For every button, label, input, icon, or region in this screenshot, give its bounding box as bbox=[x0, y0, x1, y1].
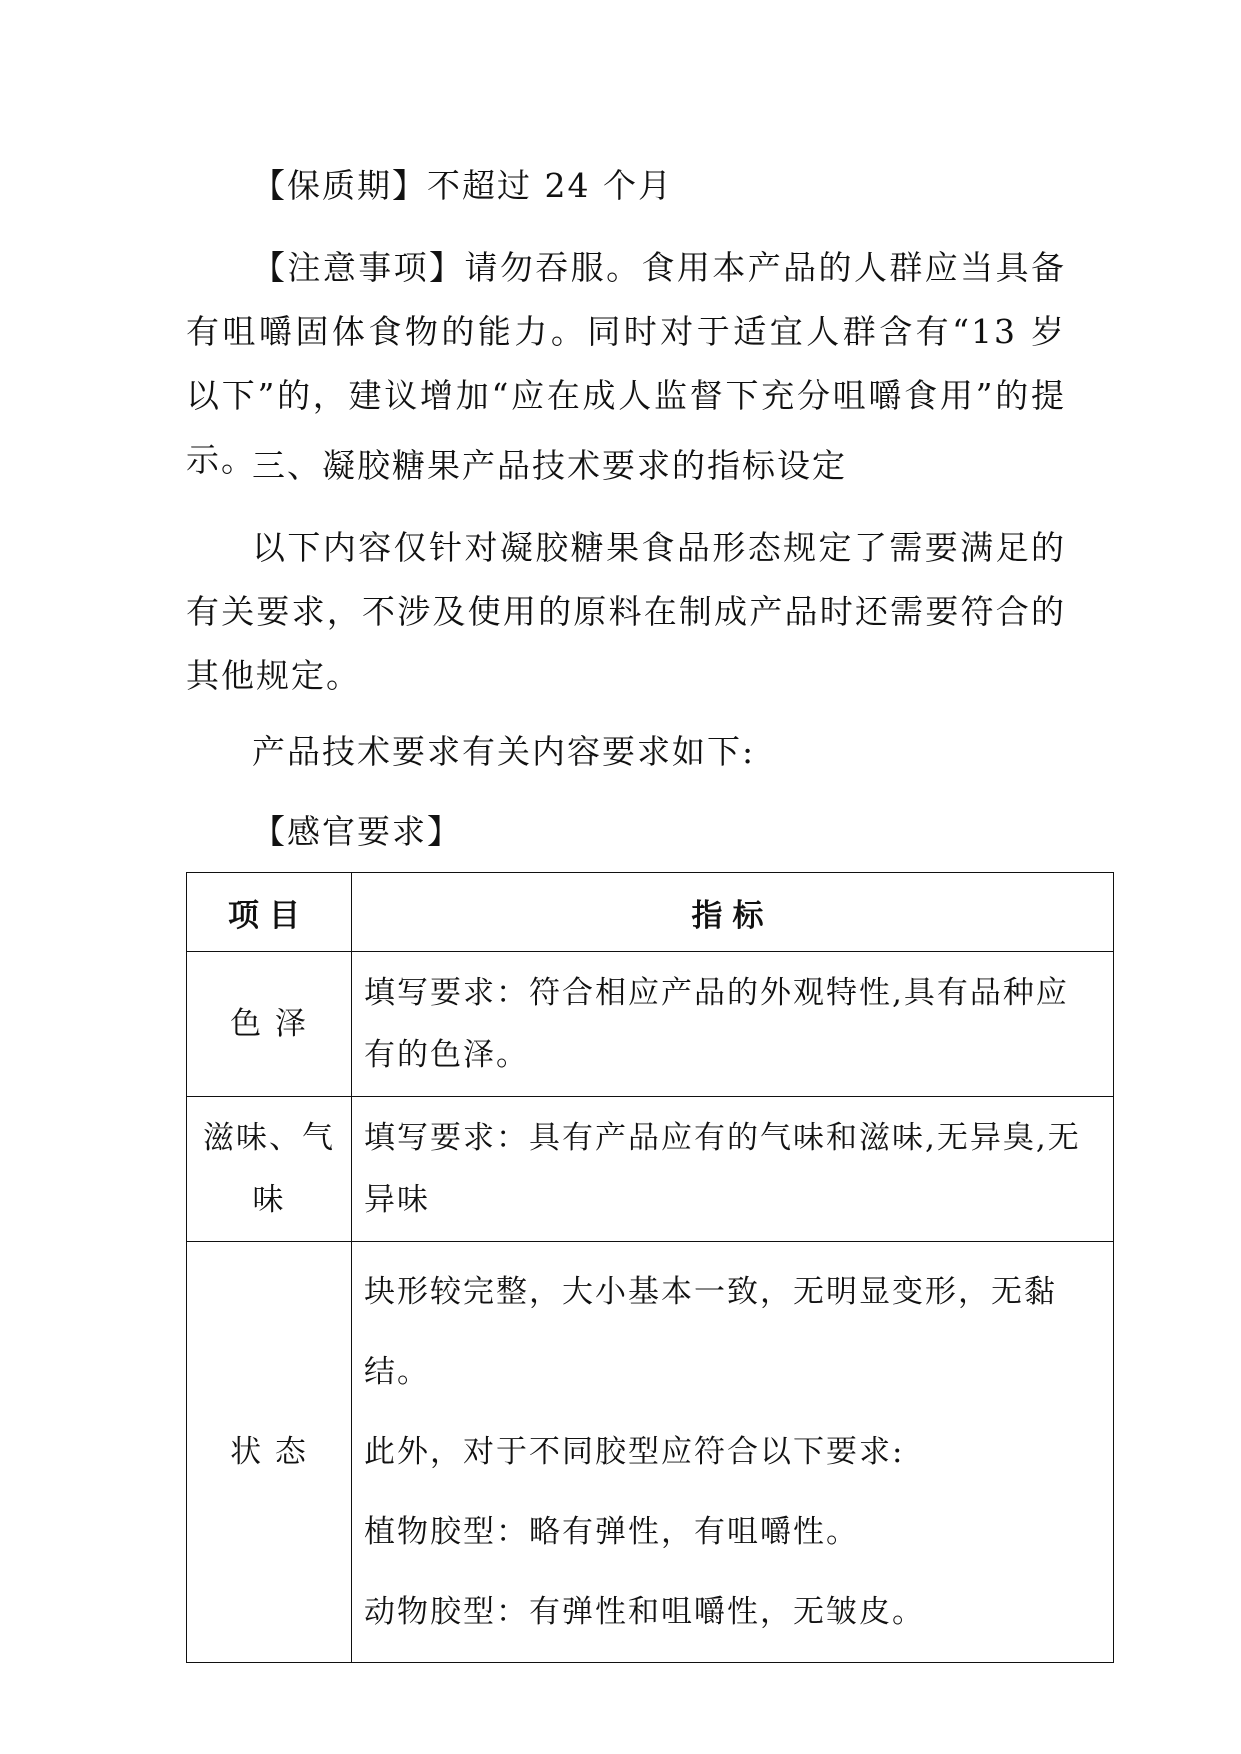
intro-paragraph: 以下内容仅针对凝胶糖果食品形态规定了需要满足的有关要求，不涉及使用的原料在制成产品时还需要符合的其他规定。 bbox=[186, 528, 1066, 695]
spec-line: 块形较完整，大小基本一致，无明显变形，无黏结。 bbox=[364, 1274, 1057, 1390]
spec-line: 填写要求：具有产品应有的气味和滋味,无异臭,无异味 bbox=[364, 1120, 1081, 1218]
header-item: 项目 bbox=[187, 873, 352, 952]
spec-line: 植物胶型：略有弹性，有咀嚼性。 bbox=[364, 1514, 859, 1550]
row-spec-color bbox=[352, 952, 1114, 1097]
table-row bbox=[187, 1242, 1114, 1663]
notes-paragraph: 【注意事项】请勿吞服。食用本产品的人群应当具备有咀嚼固体食物的能力。同时对于适宜人群含有“13 岁以下”的，建议增加“应在成人监督下充分咀嚼食用”的提示。 bbox=[186, 248, 1066, 479]
row-spec-taste bbox=[352, 1097, 1114, 1242]
row-item-color: 色 泽 bbox=[187, 952, 352, 1097]
table-row bbox=[187, 952, 1114, 1097]
table-row bbox=[187, 1097, 1114, 1242]
spec-line: 此外，对于不同胶型应符合以下要求: bbox=[364, 1434, 905, 1470]
row-item-taste: 滋味、气味 bbox=[187, 1097, 352, 1242]
sensory-requirements-table bbox=[186, 872, 1114, 1663]
section-heading: 三、凝胶糖果产品技术要求的指标设定 bbox=[252, 446, 847, 485]
spec-line: 动物胶型：有弹性和咀嚼性，无皱皮。 bbox=[364, 1594, 925, 1630]
shelf-life-paragraph: 【保质期】不超过 24 个月 bbox=[252, 166, 673, 205]
row-spec-state bbox=[352, 1242, 1114, 1663]
spec-line: 填写要求：符合相应产品的外观特性,具有品种应有的色泽。 bbox=[364, 975, 1069, 1073]
requirements-lead: 产品技术要求有关内容要求如下: bbox=[252, 732, 756, 771]
sensory-title: 【感官要求】 bbox=[252, 812, 462, 851]
header-spec: 指标 bbox=[352, 873, 1114, 952]
table-header-row bbox=[187, 873, 1114, 952]
row-item-state: 状 态 bbox=[187, 1242, 352, 1663]
